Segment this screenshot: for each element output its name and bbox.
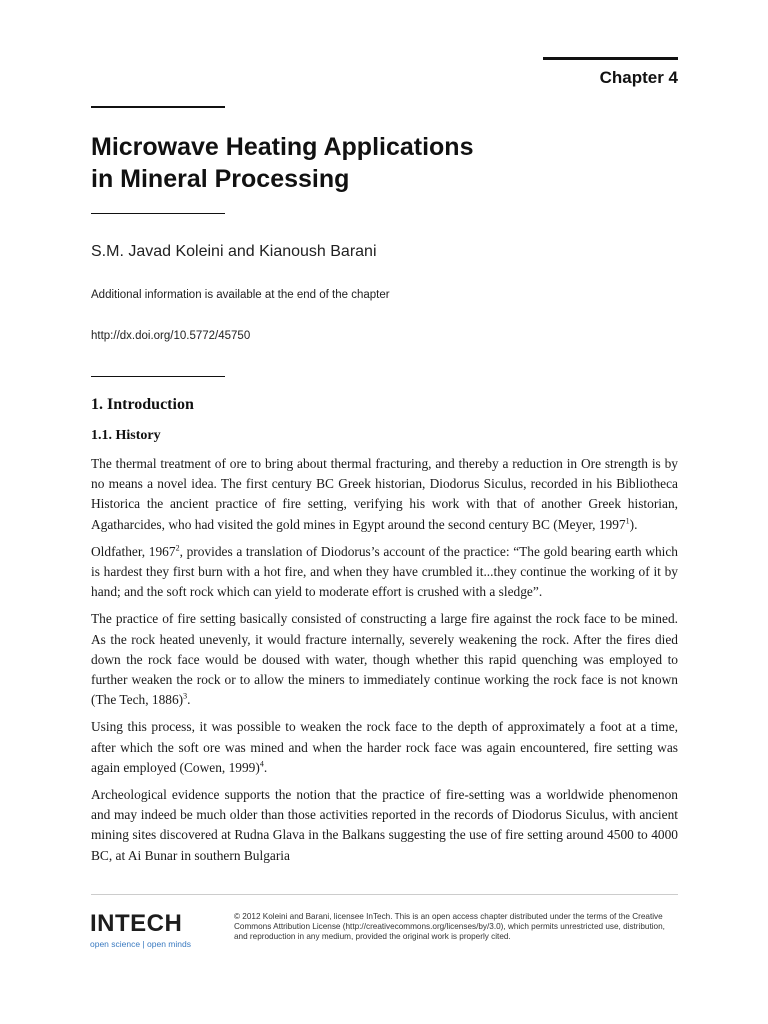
footer-divider xyxy=(91,894,678,895)
section-rule xyxy=(91,376,225,377)
header-rule xyxy=(543,57,678,60)
paragraph xyxy=(91,454,678,535)
paragraph-text: Archeological evidence supports the notion that the practice of fire-setting was a worldwide phenomenon and may indeed be much older than those activities reported in the records of Diodorus Siculus, with ancient mining sites discovered at Rudna Glava in the Balkans suggesting the use of fire setting around 4500 to 4000 BC, at Ai Bunar in southern Bulgaria xyxy=(91,787,678,863)
logo-text: INTECH xyxy=(90,910,183,937)
reference-marker: 2 xyxy=(175,543,180,553)
paragraph-tail: ). xyxy=(629,516,638,532)
reference-marker: 1 xyxy=(625,516,630,526)
paragraph-text: The practice of fire setting basically consisted of constructing a large fire against the rock face to be mined. As the rock heated unevenly, it would fracture internally, severely weakening the rock. After the fires died down the rock face would be doused with water, though whether this rapid quenching was employed to further weaken the rock or to allow the miners to immediately continue working the rock face is not known (The Tech, 1886) xyxy=(91,611,678,708)
chapter-title-line-2: in Mineral Processing xyxy=(91,165,350,193)
reference-marker: 3 xyxy=(183,691,188,701)
doi-link[interactable]: http://dx.doi.org/10.5772/45750 xyxy=(91,330,251,342)
paragraph-text: The thermal treatment of ore to bring about thermal fracturing, and thereby a reduction in Ore strength is by no means a novel idea. The first century BC Greek historian, Diodorus Siculus, recorded in his Bibliotheca Historica the ancient practice of fire setting, verifying his work with that of another Greek historian, Agatharcides, who had visited the gold mines in Egypt around the second century BC (Meyer, 1997 xyxy=(91,456,678,532)
chapter-label: Chapter 4 xyxy=(599,68,678,87)
paragraph xyxy=(91,609,678,710)
subsection-heading: 1.1. History xyxy=(91,428,161,443)
title-top-rule xyxy=(91,106,225,108)
paragraph xyxy=(91,542,678,603)
license-text: © 2012 Koleini and Barani, licensee InTech. This is an open access chapter distributed under the terms of the Creative Commons Attribution License (http://creativecommons.org/licenses/by/3.0), which permits unrestricted use, distribution, and reproduction in any medium, provided the original work is properly cited. xyxy=(234,912,665,941)
paragraph-text: Using this process, it was possible to weaken the rock face to the depth of approximately a foot at a time, after which the soft ore was mined and when the harder rock face was again encountered, fire setting was again employed (Cowen, 1999) xyxy=(91,719,678,775)
additional-info: Additional information is available at the end of the chapter xyxy=(91,289,390,301)
paragraph-tail: . xyxy=(187,692,191,708)
publisher-logo xyxy=(90,910,191,949)
title-bottom-rule xyxy=(91,213,225,214)
paragraph-tail: , provides a translation of Diodorus’s account of the practice: “The gold bearing earth which is hardest they first burn with a hot fire, and when they have crumbled it...they continue the working of it by hand; and the soft rock which can yield to moderate effort is crushed with a sledge”. xyxy=(91,543,679,600)
paragraph xyxy=(91,717,678,778)
paragraph-tail: . xyxy=(263,759,268,775)
paragraph-text: Oldfather, 1967 xyxy=(91,543,176,559)
section-heading: 1. Introduction xyxy=(91,396,194,413)
body-text xyxy=(91,454,678,873)
authors: S.M. Javad Koleini and Kianoush Barani xyxy=(91,243,377,260)
reference-marker: 4 xyxy=(259,759,264,769)
paragraph xyxy=(91,785,678,866)
chapter-title-line-1: Microwave Heating Applications xyxy=(91,133,474,161)
chapter-title xyxy=(91,131,651,195)
logo-tagline: open science | open minds xyxy=(90,939,191,949)
